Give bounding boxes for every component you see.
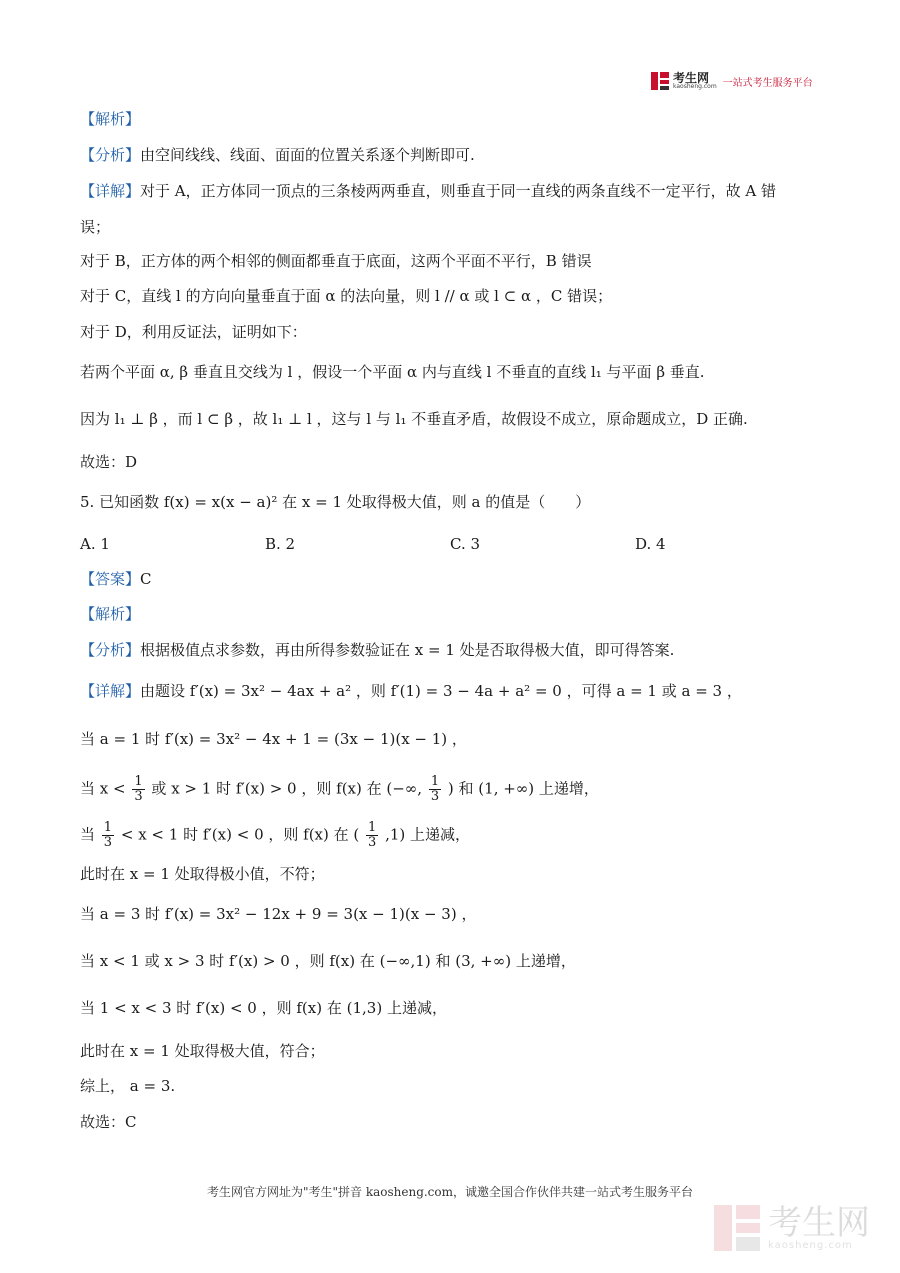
text-line: 此时在 x = 1 处取得极大值，符合；	[80, 1042, 325, 1060]
text-line: 当 1 < x < 3 时 f′(x) < 0 ，则 f(x) 在 (1,3) 上递减，	[80, 999, 447, 1017]
option-c: C. 3	[450, 535, 481, 553]
logo-name: 考生网	[673, 71, 710, 85]
text-line-fraction: 当 $\frac{1}{3}$ < x < 1 时 f′(x) < 0 ，则 f(x) 在 ( $\frac{1}{3}$ ,1) 上递减，	[80, 820, 471, 850]
header-logo	[651, 72, 813, 90]
logo-icon	[651, 72, 669, 90]
text-line: 当 x < 1 或 x > 3 时 f′(x) > 0 ，则 f(x) 在 (−∞,1) 和 (3, +∞) 上递增，	[80, 952, 576, 970]
analysis-line: 【分析】根据极值点求参数，再由所得参数验证在 x = 1 处是否取得极大值，即可得答案.	[80, 641, 675, 659]
text-line: 此时在 x = 1 处取得极小值，不符；	[80, 865, 325, 883]
text-line: 综上， a = 3.	[80, 1077, 176, 1095]
fraction: $\frac{1}{3}$	[134, 774, 143, 804]
section-label: 【解析】	[80, 605, 141, 623]
question-5: 5. 已知函数 f(x) = x(x − a)² 在 x = 1 处取得极大值，则 a 的值是（ ）	[80, 493, 591, 511]
text-line: 对于 B，正方体的两个相邻的侧面都垂直于底面，这两个平面不平行，B 错误	[80, 252, 592, 270]
page-footer: 考生网官方网址为"考生"拼音 kaosheng.com，诚邀全国合作伙伴共建一站式考生服务平台	[206, 1185, 694, 1199]
text-line: 因为 l₁ ⊥ β ，而 l ⊂ β ，故 l₁ ⊥ l ，这与 l 与 l₁ 不垂直矛盾，故假设不成立，原命题成立，D 正确.	[80, 410, 748, 428]
answer-options	[80, 535, 820, 553]
fraction: $\frac{1}{3}$	[103, 820, 113, 850]
watermark-name: 考生网	[768, 1202, 870, 1243]
option-b: B. 2	[265, 535, 296, 553]
text-line-fraction: 当 x < $\frac{1}{3}$ 或 x > 1 时 f′(x) > 0 ，则 f(x) 在 (−∞, $\frac{1}{3}$ ) 和 (1, +∞) 上递增，	[80, 774, 599, 804]
text-line: 当 a = 3 时 f′(x) = 3x² − 12x + 9 = 3(x − 1)(x − 3) ，	[80, 905, 477, 923]
option-a: A. 1	[80, 535, 110, 553]
watermark-domain: kaosheng.com	[768, 1239, 853, 1251]
fraction: $\frac{1}{3}$	[430, 774, 440, 804]
text-line: 误；	[80, 218, 111, 236]
logo-domain: kaosheng.com	[673, 83, 717, 90]
text-line: 对于 C，直线 l 的方向向量垂直于面 α 的法向量，则 l // α 或 l ⊂ α ，C 错误；	[80, 287, 613, 305]
detail-line: 【详解】由题设 f′(x) = 3x² − 4ax + a² ，则 f′(1) = 3 − 4a + a² = 0 ，可得 a = 1 或 a = 3 ，	[80, 682, 742, 700]
logo-slogan: 一站式考生服务平台	[722, 77, 813, 89]
text-line: 故选：D	[80, 453, 138, 471]
analysis-line: 【分析】由空间线线、线面、面面的位置关系逐个判断即可.	[80, 146, 475, 164]
watermark-logo-icon	[714, 1205, 760, 1251]
option-d: D. 4	[635, 535, 666, 553]
answer-line: 【答案】C	[80, 570, 152, 588]
text-line: 当 a = 1 时 f′(x) = 3x² − 4x + 1 = (3x − 1)(x − 1) ，	[80, 730, 467, 748]
text-line: 故选：C	[80, 1113, 137, 1131]
detail-line: 【详解】对于 A，正方体同一顶点的三条棱两两垂直，则垂直于同一直线的两条直线不一定平行，故 A 错	[80, 182, 776, 200]
text-line: 若两个平面 α, β 垂直且交线为 l ，假设一个平面 α 内与直线 l 不垂直的直线 l₁ 与平面 β 垂直.	[80, 363, 705, 381]
section-label: 【解析】	[80, 110, 141, 128]
text-line: 对于 D，利用反证法，证明如下：	[80, 323, 307, 341]
watermark	[714, 1202, 870, 1251]
fraction: $\frac{1}{3}$	[368, 820, 377, 850]
